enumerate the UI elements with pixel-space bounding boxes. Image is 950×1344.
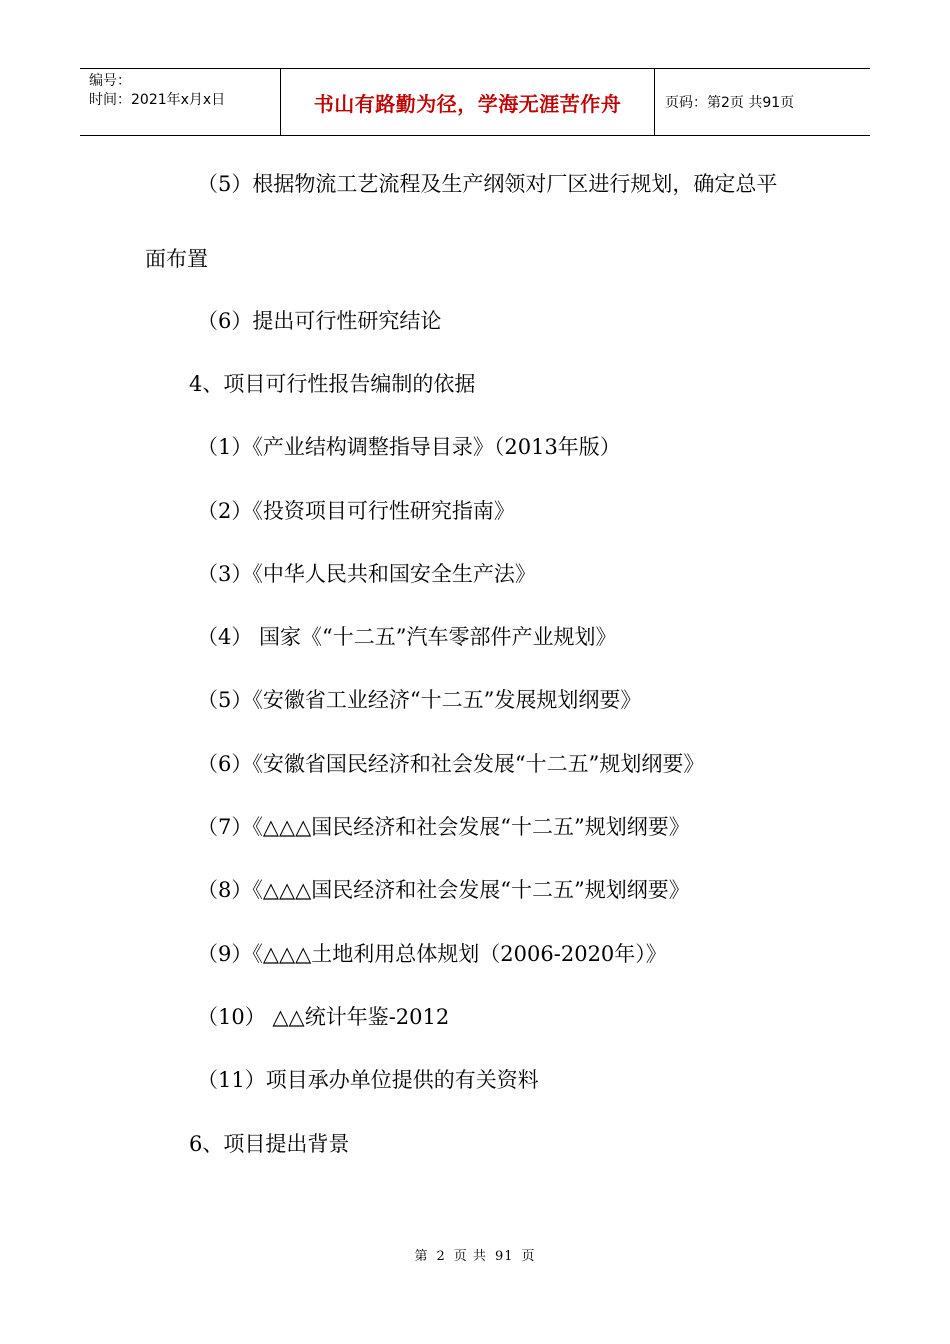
footer-page-number: 2 (436, 1249, 446, 1264)
reference-item: （2）《投资项目可行性研究指南》 (197, 499, 515, 523)
header-left-cell (80, 69, 281, 135)
footer-prefix: 第 (414, 1249, 429, 1264)
reference-item: （4） 国家《“十二五”汽车零部件产业规划》 (197, 625, 617, 649)
reference-item: （5）《安徽省工业经济“十二五”发展规划纲要》 (197, 688, 642, 712)
text-line: 面布置 (145, 247, 208, 271)
reference-item: （1）《产业结构调整指导目录》（2013年版） (197, 435, 621, 459)
footer-suffix: 页 (521, 1249, 536, 1264)
header-page-info: 页码：第2页 共91页 (665, 95, 795, 111)
footer-total-pages: 91 (494, 1249, 514, 1264)
page-footer (0, 1245, 950, 1264)
header-motto: 书山有路勤为径，学海无涯苦作舟 (281, 69, 655, 135)
reference-item: （9）《△△△土地利用总体规划（2006-2020年）》 (197, 942, 667, 966)
time-label: 时间：2021年x月x日 (89, 92, 226, 108)
section-heading: 4、项目可行性报告编制的依据 (189, 372, 476, 396)
text-line: （5）根据物流工艺流程及生产纲领对厂区进行规划，确定总平 (197, 172, 778, 196)
reference-item: （3）《中华人民共和国安全生产法》 (197, 562, 536, 586)
reference-item: （10） △△统计年鉴-2012 (197, 1005, 450, 1029)
reference-item: （7）《△△△国民经济和社会发展“十二五”规划纲要》 (197, 815, 690, 839)
reference-item: （6）《安徽省国民经济和社会发展“十二五”规划纲要》 (197, 752, 705, 776)
text-line: （6）提出可行性研究结论 (197, 309, 442, 333)
footer-mid: 页 共 (453, 1249, 487, 1264)
serial-label: 编号： (89, 73, 131, 89)
section-heading: 6、项目提出背景 (189, 1132, 350, 1156)
reference-item: （11）项目承办单位提供的有关资料 (197, 1068, 539, 1092)
reference-item: （8）《△△△国民经济和社会发展“十二五”规划纲要》 (197, 878, 690, 902)
page-header (80, 68, 870, 136)
